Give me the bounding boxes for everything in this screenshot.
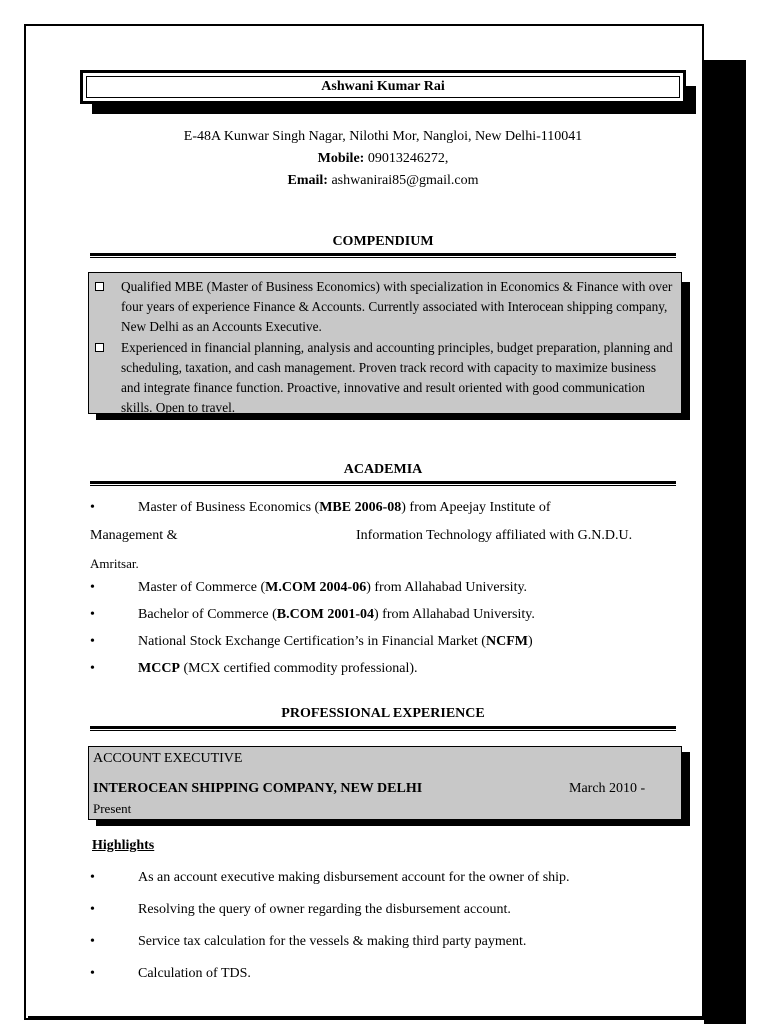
email-value: ashwanirai85@gmail.com [327, 173, 479, 188]
checkbox-bullet-icon [95, 282, 109, 291]
experience-title: PROFESSIONAL EXPERIENCE [281, 706, 485, 721]
academia-item-text: Master of Commerce ( [138, 580, 266, 595]
checkbox-bullet-icon [95, 343, 109, 352]
bullet-icon: • [90, 607, 95, 622]
academia-item [138, 661, 418, 677]
academia-item-text: ) from Apeejay Institute of [401, 500, 551, 515]
compendium-item-text: Qualified MBE (Master of Business Economics) with specialization in Economics & Finance with over four years of experience Finance & Accounts. Currently associated with Interocean shipping company, New Delhi as an Accounts Executive. [121, 279, 673, 334]
experience-rule [90, 726, 676, 731]
page-bottom-rule [28, 1016, 706, 1018]
candidate-name: Ashwani Kumar Rai [86, 76, 680, 98]
bullet-icon: • [90, 870, 95, 885]
job-date-end: Present [93, 801, 132, 816]
page-shadow [704, 60, 746, 1024]
compendium-item [95, 277, 675, 337]
bullet-icon: • [90, 580, 95, 595]
academia-item-text: Master of Business Economics ( [138, 500, 320, 515]
academia-item-continued: Amritsar. [90, 556, 139, 571]
academia-item-text: ) from Allahabad University. [366, 580, 528, 595]
email-label: Email: [287, 173, 328, 188]
highlight-item: Service tax calculation for the vessels & making third party payment. [138, 934, 527, 949]
highlights-heading: Highlights [92, 838, 155, 853]
experience-box [88, 746, 682, 820]
compendium-item [95, 338, 675, 418]
compendium-title: COMPENDIUM [332, 234, 434, 249]
academia-item [138, 580, 527, 596]
highlight-item: Resolving the query of owner regarding the disbursement account. [138, 902, 511, 917]
academia-degree: B.COM 2001-04 [276, 607, 374, 622]
contact-mobile [90, 148, 676, 170]
company-name: INTEROCEAN SHIPPING COMPANY, NEW DELHI [93, 781, 423, 796]
highlight-item: As an account executive making disbursement account for the owner of ship. [138, 870, 570, 885]
academia-item [138, 607, 535, 623]
academia-item-text: ) [527, 634, 533, 649]
academia-item-text: Bachelor of Commerce ( [138, 607, 277, 622]
job-role: ACCOUNT EXECUTIVE [93, 751, 243, 766]
name-box [80, 70, 686, 104]
compendium-rule [90, 253, 676, 258]
bullet-icon: • [90, 634, 95, 649]
academia-title: ACADEMIA [343, 462, 423, 477]
compendium-box [88, 272, 682, 414]
highlight-item: Calculation of TDS. [138, 966, 251, 981]
academia-item-continued: Management & [90, 528, 178, 543]
academia-degree: M.COM 2004-06 [265, 580, 367, 595]
compendium-item-text: Experienced in financial planning, analysis and accounting principles, budget preparation, planning and scheduling, taxation, and cash management. Proven track record with capacity to maximize business and integrate finance function. Proactive, innovative and result oriented with good communication skills. Open to travel. [121, 340, 673, 415]
contact-address: E-48A Kunwar Singh Nagar, Nilothi Mor, Nangloi, New Delhi-110041 [183, 129, 583, 144]
academia-item-text: ) from Allahabad University. [374, 607, 535, 622]
academia-rule [90, 481, 676, 486]
academia-item-continued: Information Technology affiliated with G.N.D.U. [356, 528, 633, 543]
bullet-icon: • [90, 902, 95, 917]
bullet-icon: • [90, 934, 95, 949]
academia-degree: MCCP [138, 661, 180, 676]
academia-degree: NCFM [485, 634, 528, 649]
academia-item [138, 500, 551, 516]
mobile-value: 09013246272, [364, 151, 449, 166]
bullet-icon: • [90, 661, 95, 676]
academia-item-text: (MCX certified commodity professional). [180, 661, 418, 676]
contact-email [90, 170, 676, 192]
job-date: March 2010 - [569, 781, 646, 796]
bullet-icon: • [90, 966, 95, 981]
academia-item-text: National Stock Exchange Certification’s in Financial Market ( [138, 634, 486, 649]
academia-degree: MBE 2006-08 [319, 500, 402, 515]
mobile-label: Mobile: [317, 151, 365, 166]
academia-item [138, 634, 533, 650]
bullet-icon: • [90, 500, 95, 515]
